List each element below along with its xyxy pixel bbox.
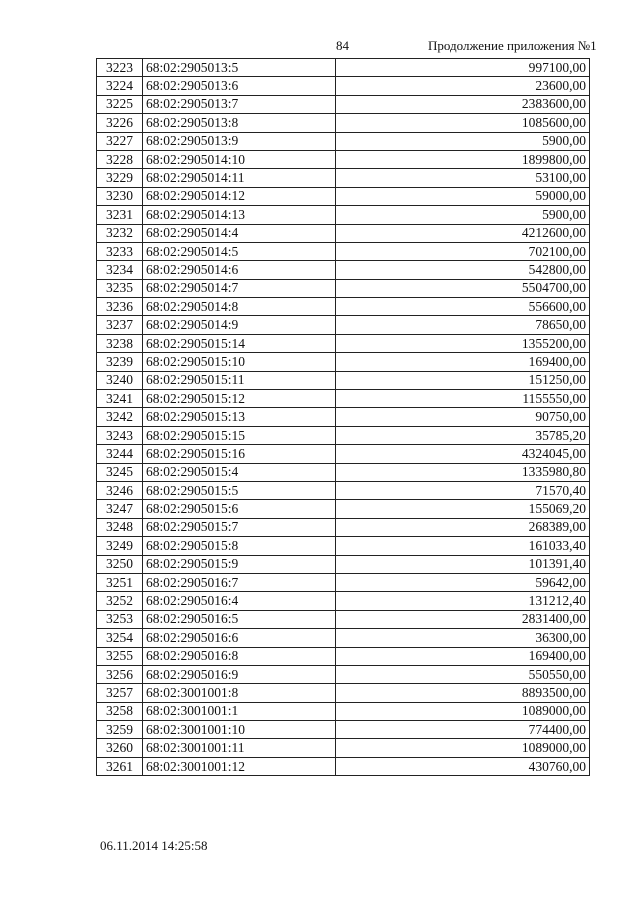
cadastral-value: 542800,00 xyxy=(336,261,590,279)
registry-table-body xyxy=(97,59,590,776)
table-row xyxy=(97,261,590,279)
cadastral-number: 68:02:2905014:10 xyxy=(143,150,336,168)
cadastral-number: 68:02:2905014:4 xyxy=(143,224,336,242)
table-row xyxy=(97,500,590,518)
table-row xyxy=(97,334,590,352)
cadastral-value: 5900,00 xyxy=(336,132,590,150)
table-row xyxy=(97,426,590,444)
cadastral-value: 1355200,00 xyxy=(336,334,590,352)
row-number: 3227 xyxy=(97,132,143,150)
cadastral-number: 68:02:2905013:8 xyxy=(143,114,336,132)
cadastral-number: 68:02:3001001:12 xyxy=(143,757,336,775)
row-number: 3232 xyxy=(97,224,143,242)
registry-table xyxy=(96,58,590,776)
cadastral-number: 68:02:2905016:7 xyxy=(143,573,336,591)
table-row xyxy=(97,316,590,334)
row-number: 3258 xyxy=(97,702,143,720)
cadastral-value: 1155550,00 xyxy=(336,390,590,408)
cadastral-value: 151250,00 xyxy=(336,371,590,389)
row-number: 3229 xyxy=(97,169,143,187)
cadastral-number: 68:02:2905014:7 xyxy=(143,279,336,297)
cadastral-value: 2383600,00 xyxy=(336,95,590,113)
row-number: 3239 xyxy=(97,353,143,371)
cadastral-number: 68:02:2905016:9 xyxy=(143,665,336,683)
row-number: 3234 xyxy=(97,261,143,279)
table-row xyxy=(97,592,590,610)
cadastral-value: 1085600,00 xyxy=(336,114,590,132)
row-number: 3224 xyxy=(97,77,143,95)
cadastral-number: 68:02:3001001:1 xyxy=(143,702,336,720)
cadastral-number: 68:02:2905013:7 xyxy=(143,95,336,113)
row-number: 3261 xyxy=(97,757,143,775)
table-row xyxy=(97,555,590,573)
cadastral-number: 68:02:2905014:6 xyxy=(143,261,336,279)
row-number: 3241 xyxy=(97,390,143,408)
cadastral-value: 53100,00 xyxy=(336,169,590,187)
cadastral-number: 68:02:2905014:5 xyxy=(143,242,336,260)
cadastral-value: 550550,00 xyxy=(336,665,590,683)
cadastral-number: 68:02:2905015:9 xyxy=(143,555,336,573)
row-number: 3257 xyxy=(97,684,143,702)
cadastral-number: 68:02:2905014:12 xyxy=(143,187,336,205)
row-number: 3247 xyxy=(97,500,143,518)
table-row xyxy=(97,353,590,371)
table-row xyxy=(97,150,590,168)
table-row xyxy=(97,77,590,95)
row-number: 3243 xyxy=(97,426,143,444)
row-number: 3246 xyxy=(97,481,143,499)
table-row xyxy=(97,739,590,757)
cadastral-number: 68:02:2905015:10 xyxy=(143,353,336,371)
table-row xyxy=(97,573,590,591)
cadastral-value: 1335980,80 xyxy=(336,463,590,481)
row-number: 3223 xyxy=(97,59,143,77)
row-number: 3256 xyxy=(97,665,143,683)
cadastral-value: 702100,00 xyxy=(336,242,590,260)
table-row xyxy=(97,537,590,555)
cadastral-number: 68:02:2905015:15 xyxy=(143,426,336,444)
row-number: 3254 xyxy=(97,629,143,647)
cadastral-number: 68:02:2905014:11 xyxy=(143,169,336,187)
cadastral-value: 169400,00 xyxy=(336,353,590,371)
table-row xyxy=(97,279,590,297)
cadastral-number: 68:02:2905015:8 xyxy=(143,537,336,555)
cadastral-number: 68:02:2905014:13 xyxy=(143,206,336,224)
cadastral-value: 1089000,00 xyxy=(336,702,590,720)
row-number: 3238 xyxy=(97,334,143,352)
row-number: 3242 xyxy=(97,408,143,426)
table-row xyxy=(97,684,590,702)
row-number: 3260 xyxy=(97,739,143,757)
table-row xyxy=(97,371,590,389)
row-number: 3250 xyxy=(97,555,143,573)
cadastral-value: 774400,00 xyxy=(336,721,590,739)
row-number: 3231 xyxy=(97,206,143,224)
cadastral-number: 68:02:2905013:5 xyxy=(143,59,336,77)
cadastral-value: 556600,00 xyxy=(336,298,590,316)
cadastral-value: 268389,00 xyxy=(336,518,590,536)
cadastral-value: 1899800,00 xyxy=(336,150,590,168)
table-row xyxy=(97,665,590,683)
row-number: 3235 xyxy=(97,279,143,297)
row-number: 3249 xyxy=(97,537,143,555)
cadastral-number: 68:02:3001001:10 xyxy=(143,721,336,739)
print-timestamp: 06.11.2014 14:25:58 xyxy=(100,838,208,853)
table-row xyxy=(97,95,590,113)
cadastral-number: 68:02:2905015:14 xyxy=(143,334,336,352)
row-number: 3245 xyxy=(97,463,143,481)
cadastral-value: 131212,40 xyxy=(336,592,590,610)
cadastral-value: 90750,00 xyxy=(336,408,590,426)
cadastral-value: 8893500,00 xyxy=(336,684,590,702)
cadastral-value: 78650,00 xyxy=(336,316,590,334)
table-row xyxy=(97,629,590,647)
cadastral-number: 68:02:3001001:8 xyxy=(143,684,336,702)
page-number: 84 xyxy=(336,38,349,53)
row-number: 3230 xyxy=(97,187,143,205)
table-row xyxy=(97,114,590,132)
cadastral-value: 5900,00 xyxy=(336,206,590,224)
table-row xyxy=(97,702,590,720)
continuation-note: Продолжение приложения №1 xyxy=(428,38,597,53)
cadastral-number: 68:02:2905015:12 xyxy=(143,390,336,408)
row-number: 3253 xyxy=(97,610,143,628)
cadastral-value: 71570,40 xyxy=(336,481,590,499)
table-row xyxy=(97,206,590,224)
cadastral-number: 68:02:2905015:16 xyxy=(143,445,336,463)
row-number: 3225 xyxy=(97,95,143,113)
cadastral-value: 23600,00 xyxy=(336,77,590,95)
cadastral-number: 68:02:2905015:11 xyxy=(143,371,336,389)
cadastral-value: 35785,20 xyxy=(336,426,590,444)
row-number: 3255 xyxy=(97,647,143,665)
row-number: 3259 xyxy=(97,721,143,739)
table-row xyxy=(97,132,590,150)
table-row xyxy=(97,610,590,628)
table-row xyxy=(97,481,590,499)
cadastral-number: 68:02:2905016:5 xyxy=(143,610,336,628)
cadastral-number: 68:02:2905015:7 xyxy=(143,518,336,536)
cadastral-number: 68:02:3001001:11 xyxy=(143,739,336,757)
cadastral-number: 68:02:2905014:8 xyxy=(143,298,336,316)
cadastral-value: 59000,00 xyxy=(336,187,590,205)
table-row xyxy=(97,224,590,242)
table-row xyxy=(97,647,590,665)
cadastral-value: 4212600,00 xyxy=(336,224,590,242)
table-row xyxy=(97,169,590,187)
row-number: 3233 xyxy=(97,242,143,260)
row-number: 3240 xyxy=(97,371,143,389)
table-row xyxy=(97,59,590,77)
cadastral-number: 68:02:2905014:9 xyxy=(143,316,336,334)
cadastral-number: 68:02:2905016:6 xyxy=(143,629,336,647)
table-row xyxy=(97,242,590,260)
table-row xyxy=(97,518,590,536)
cadastral-number: 68:02:2905016:4 xyxy=(143,592,336,610)
cadastral-value: 155069,20 xyxy=(336,500,590,518)
cadastral-number: 68:02:2905013:6 xyxy=(143,77,336,95)
cadastral-value: 169400,00 xyxy=(336,647,590,665)
cadastral-value: 997100,00 xyxy=(336,59,590,77)
cadastral-number: 68:02:2905013:9 xyxy=(143,132,336,150)
cadastral-value: 36300,00 xyxy=(336,629,590,647)
table-row xyxy=(97,721,590,739)
table-row xyxy=(97,390,590,408)
cadastral-value: 5504700,00 xyxy=(336,279,590,297)
row-number: 3251 xyxy=(97,573,143,591)
row-number: 3252 xyxy=(97,592,143,610)
cadastral-number: 68:02:2905015:13 xyxy=(143,408,336,426)
row-number: 3248 xyxy=(97,518,143,536)
cadastral-value: 1089000,00 xyxy=(336,739,590,757)
cadastral-value: 2831400,00 xyxy=(336,610,590,628)
row-number: 3226 xyxy=(97,114,143,132)
table-row xyxy=(97,408,590,426)
table-row xyxy=(97,187,590,205)
table-row xyxy=(97,757,590,775)
cadastral-number: 68:02:2905015:5 xyxy=(143,481,336,499)
table-row xyxy=(97,298,590,316)
cadastral-value: 430760,00 xyxy=(336,757,590,775)
row-number: 3244 xyxy=(97,445,143,463)
cadastral-value: 161033,40 xyxy=(336,537,590,555)
table-row xyxy=(97,445,590,463)
cadastral-value: 4324045,00 xyxy=(336,445,590,463)
cadastral-value: 101391,40 xyxy=(336,555,590,573)
cadastral-number: 68:02:2905015:4 xyxy=(143,463,336,481)
row-number: 3228 xyxy=(97,150,143,168)
row-number: 3237 xyxy=(97,316,143,334)
table-row xyxy=(97,463,590,481)
cadastral-value: 59642,00 xyxy=(336,573,590,591)
row-number: 3236 xyxy=(97,298,143,316)
cadastral-number: 68:02:2905016:8 xyxy=(143,647,336,665)
cadastral-number: 68:02:2905015:6 xyxy=(143,500,336,518)
